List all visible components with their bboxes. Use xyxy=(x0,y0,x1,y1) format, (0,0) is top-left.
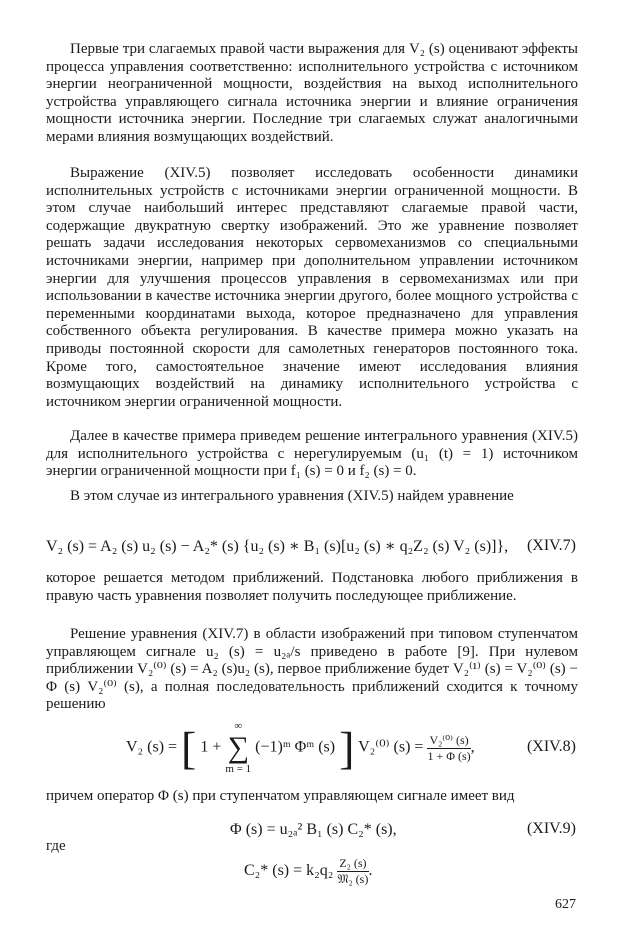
left-bracket: [ xyxy=(181,722,197,774)
sum-lower: m = 1 xyxy=(225,763,252,775)
paragraph-5: которое решается методом приближений. Подстановка любого приближения в правую часть уравнения позволяет получить последующее приближение. xyxy=(46,570,578,604)
paragraph-1: Первые три слагаемых правой части выражения для V₂ (s) оценивают эффекты процесса управления соответственно: исполнительного устройства с источником энергии неограниченной мощности, воздействия на выход исполнительного устройства управляющего сигнала источника энергии и влияние ограничения мощности источника энергии. Последние три слагаемых служат аналогичными мерами влияния возмущающих воздействий. xyxy=(46,41,578,145)
eq10-fraction-denominator: 𝔐₂ (s) xyxy=(337,872,369,886)
right-bracket: ] xyxy=(339,722,355,774)
paragraph-2: Выражение (XIV.5) позволяет исследовать особенности динамики исполнительных устройств с источниками энергии ограниченной мощности. В этом случае наибольший интерес представляют слагаемые правой части, содержащие двукратную свертку изображений. Это же уравнение позволяет решать задачи исследования некоторых сервомеханизмов со специальными источниками энергии, например при дополнительном управлении источником энергии для улучшения процессов управления в сервомеханизмах или при использовании в качестве источника энергии другого, более мощного устройства с переменными координатами выхода, которое предназначено для управления собственного объекта регулирования. В качестве примера можно указать на приводы постоянной скорости для самолетных генераторов постоянного тока. Кроме того, самостоятельное значение имеют исследования влияния возмущающих воздействий на динамику исполнительного устройства с источником энергии ограниченной мощности. xyxy=(46,165,578,410)
eq10-fraction xyxy=(337,856,368,887)
equation-xiv-8: V₂ (s) = [ 1 + ∞ ∑ m = 1 (−1)ᵐ Φᵐ (s) ] V₂⁽⁰⁾ (s) = $\frac{\text{V₂⁽⁰⁾ (s)}}{1 + \Phi (s)}$ , xyxy=(126,720,475,775)
paragraph-4: В этом случае из интегрального уравнения (XIV.5) найдем уравнение xyxy=(70,488,514,504)
eq8-fraction-numerator: V₂⁽⁰⁾ (s) xyxy=(429,732,469,747)
equation-xiv-9: Φ (s) = u₂ₐ² B₁ (s) C₂* (s), xyxy=(230,821,397,838)
summation xyxy=(225,720,251,776)
equation-xiv-7: V₂ (s) = A₂ (s) u₂ (s) − A₂* (s) {u₂ (s) ∗ B₁ (s)[u₂ (s) ∗ q₂Z₂ (s) V₂ (s)]}, xyxy=(46,538,509,555)
eq8-fraction-denominator: 1 + Φ (s) xyxy=(427,748,471,763)
equation-number-xiv-8: (XIV.8) xyxy=(526,738,576,755)
paragraph-6: Решение уравнения (XIV.7) в области изображений при типовом ступенчатом управляющем сигнале u₂ (s) = u₂ₐ/s приведено в работе [9]. При нулевом приближении V₂⁽⁰⁾ (s) = A₂ (s)u₂ (s), первое приближение будет V₂⁽¹⁾ (s) = V₂⁽⁰⁾ (s) − Φ (s) V₂⁽⁰⁾ (s), а полная последовательность приближений сходится к точному решению xyxy=(46,626,578,713)
sum-sign: ∑ xyxy=(227,731,249,764)
eq8-one: 1 + xyxy=(200,738,222,756)
page-number: 627 xyxy=(555,897,576,912)
paragraph-8: где xyxy=(46,838,66,854)
sum-upper: ∞ xyxy=(234,720,243,732)
eq10-fraction-numerator: Z₂ (s) xyxy=(339,856,367,870)
paragraph-7: причем оператор Φ (s) при ступенчатом управляющем сигнале имеет вид xyxy=(46,788,515,804)
eq8-after: V₂⁽⁰⁾ (s) = xyxy=(358,738,424,756)
eq8-term: (−1)ᵐ Φᵐ (s) xyxy=(255,738,336,756)
paragraph-3: Далее в качестве примера приведем решение интегрального уравнения (XIV.5) для исполнительного устройства с нерегулируемым (u₁ (t) = 1) источником энергии ограниченной мощности при f₁ (s) = 0 и f₂ (s) = 0. xyxy=(46,428,578,480)
equation-number-xiv-7: (XIV.7) xyxy=(526,537,576,554)
equation-number-xiv-9: (XIV.9) xyxy=(526,820,576,837)
eq8-fraction xyxy=(427,733,470,764)
equation-c2: C₂* (s) = k₂q₂ $\frac{\text{Z₂ (s)}}{\text{𝔐₂ (s)}}$ . xyxy=(244,856,373,886)
eq8-lhs: V₂ (s) = xyxy=(126,738,178,756)
eq10-lhs: C₂* (s) = k₂q₂ xyxy=(244,862,334,880)
